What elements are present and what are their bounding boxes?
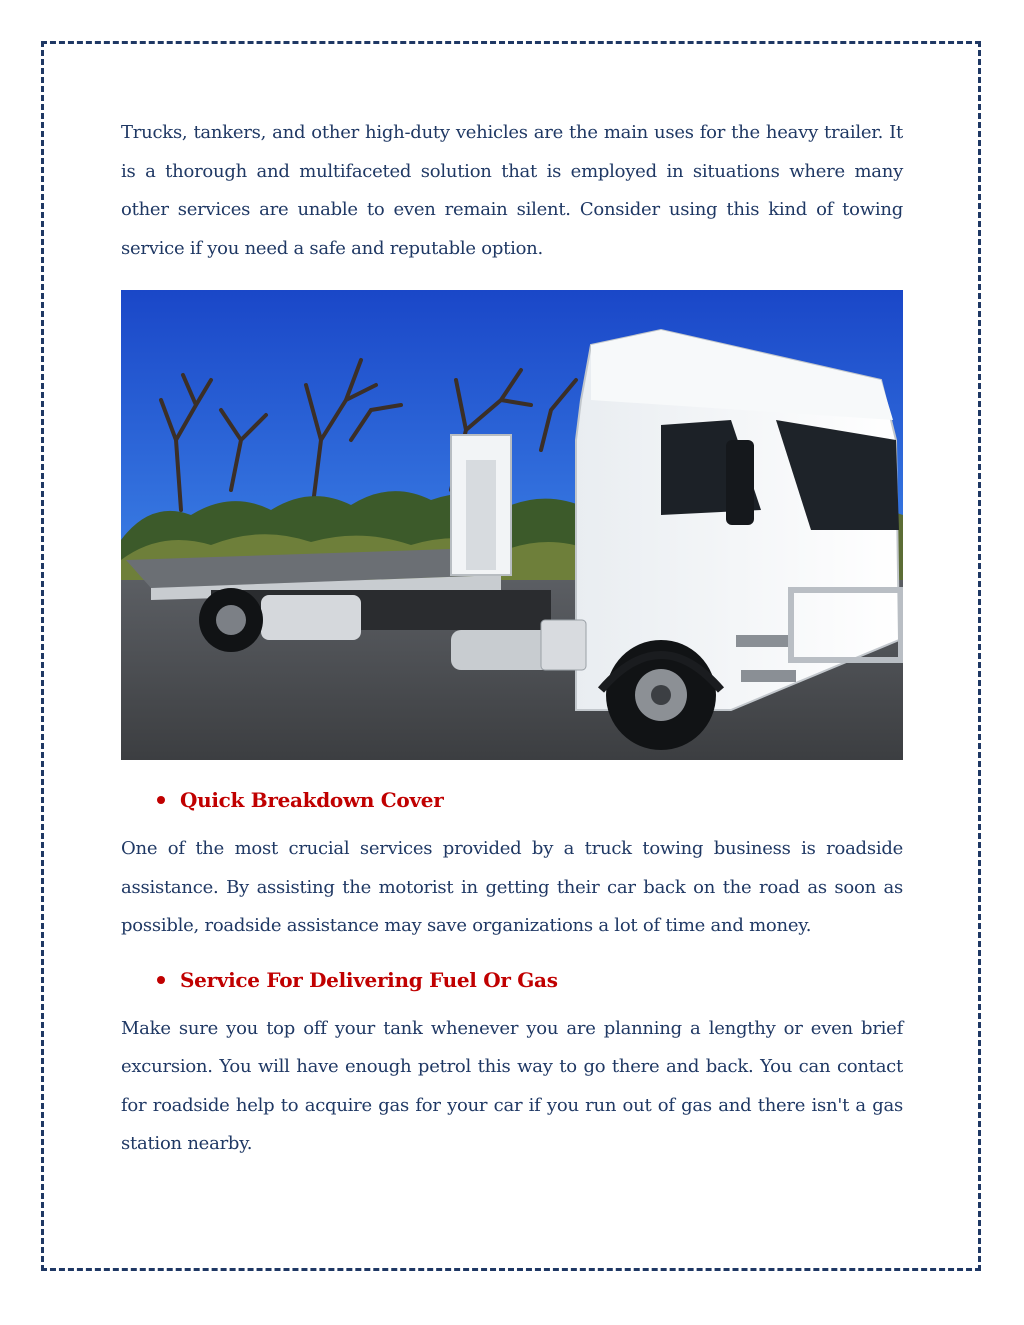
- page-content: [121, 114, 903, 1164]
- section-paragraph: Make sure you top off your tank whenever you are planning a lengthy or even brief excursion. You will have enough petrol this way to go there and back. You can contact for roadside help to acquire gas for your car if you run out of gas and there isn't a gas station nearby.: [121, 1017, 903, 1154]
- section-title: Service For Delivering Fuel Or Gas: [180, 967, 558, 992]
- section-heading-fuel-delivery: [121, 968, 903, 992]
- section-title: Quick Breakdown Cover: [180, 788, 444, 812]
- tow-truck-photo: [121, 290, 903, 760]
- bullet-icon: [157, 976, 165, 984]
- section-heading-quick-breakdown: [121, 788, 903, 812]
- bullet-icon: [157, 796, 165, 804]
- section-paragraph: One of the most crucial services provided by a truck towing business is roadside assistance. By assisting the motorist in getting their car back on the road as soon as possible, roadside assistance may save organizations a lot of time and money.: [121, 838, 903, 936]
- intro-paragraph: Trucks, tankers, and other high-duty vehicles are the main uses for the heavy trailer. It is a thorough and multifaceted solution that is employed in situations where many other services are unable to even remain silent. Consider using this kind of towing service if you need a safe and reputable option.: [121, 122, 903, 259]
